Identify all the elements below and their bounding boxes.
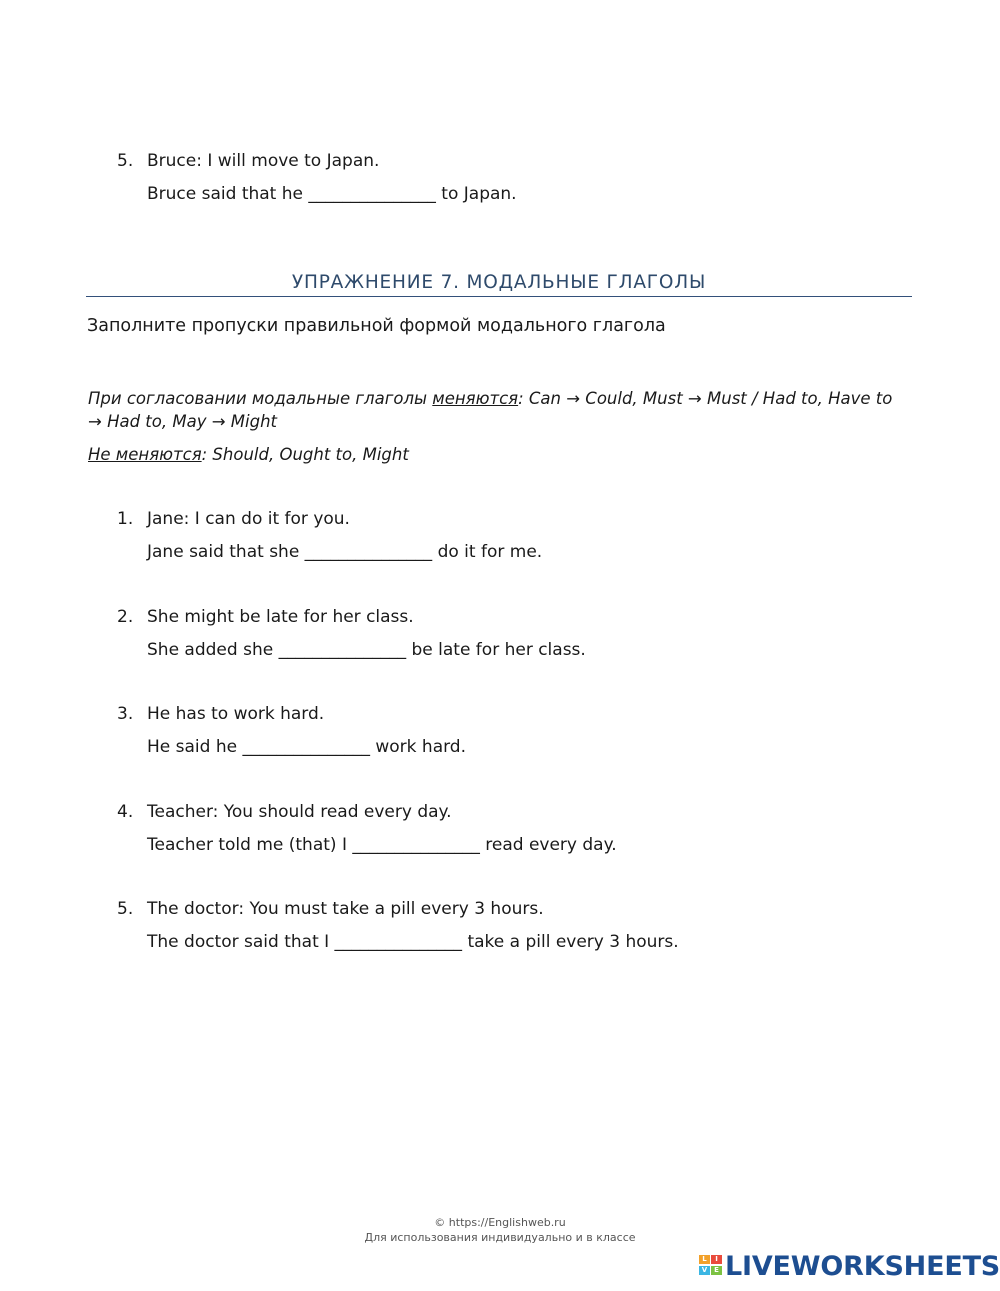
note-underlined-change: меняются [432,389,519,408]
note-underlined-no-change: Не меняются [88,445,202,464]
item-5-prompt: The doctor: You must take a pill every 3 hours. [147,899,544,919]
item-2-answer: She added she _______________ be late for her class. [147,640,586,660]
logo-badge-e: E [711,1266,722,1275]
item-3-answer: He said he _______________ work hard. [147,737,466,757]
note-prefix: При согласовании модальные глаголы [88,389,433,408]
rule-note-changes [88,387,908,433]
footer-usage-note: Для использования индивидуально и в классе [364,1231,636,1244]
item-2-prompt: She might be late for her class. [147,607,414,627]
item-4-number: 4. [117,802,134,822]
item-4-prompt: Teacher: You should read every day. [147,802,452,822]
top-item-answer: Bruce said that he _______________ to Japan. [147,184,517,204]
section-heading: УПРАЖНЕНИЕ 7. МОДАЛЬНЫЕ ГЛАГОЛЫ [291,272,707,293]
logo-badge-v: V [699,1266,710,1275]
item-1-number: 1. [117,509,134,529]
item-3-number: 3. [117,704,134,724]
item-3-prompt: He has to work hard. [147,704,325,724]
item-5-number: 5. [117,899,134,919]
logo-badge-l: L [699,1255,710,1264]
logo-badge-i: I [711,1255,722,1264]
rule-note-no-change [88,443,908,466]
item-5-answer: The doctor said that I _______________ take a pill every 3 hours. [147,932,679,952]
instruction-text: Заполните пропуски правильной формой модального глагола [87,316,666,336]
item-4-answer: Teacher told me (that) I _______________ read every day. [147,835,617,855]
heading-divider [86,296,912,297]
note-no-change-list: : Should, Ought to, Might [201,445,409,464]
top-item-number: 5. [117,151,134,171]
item-2-number: 2. [117,607,134,627]
top-item-prompt: Bruce: I will move to Japan. [147,151,380,171]
item-1-prompt: Jane: I can do it for you. [147,509,350,529]
item-1-answer: Jane said that she _______________ do it for me. [147,542,543,562]
logo-wordmark: LIVEWORKSHEETS [725,1251,1000,1282]
footer-copyright: © https://Englishweb.ru [434,1216,566,1229]
note-change-list: : Can → Could, Must → Must / Had to, Have to → Had to, May → Might [88,389,893,431]
